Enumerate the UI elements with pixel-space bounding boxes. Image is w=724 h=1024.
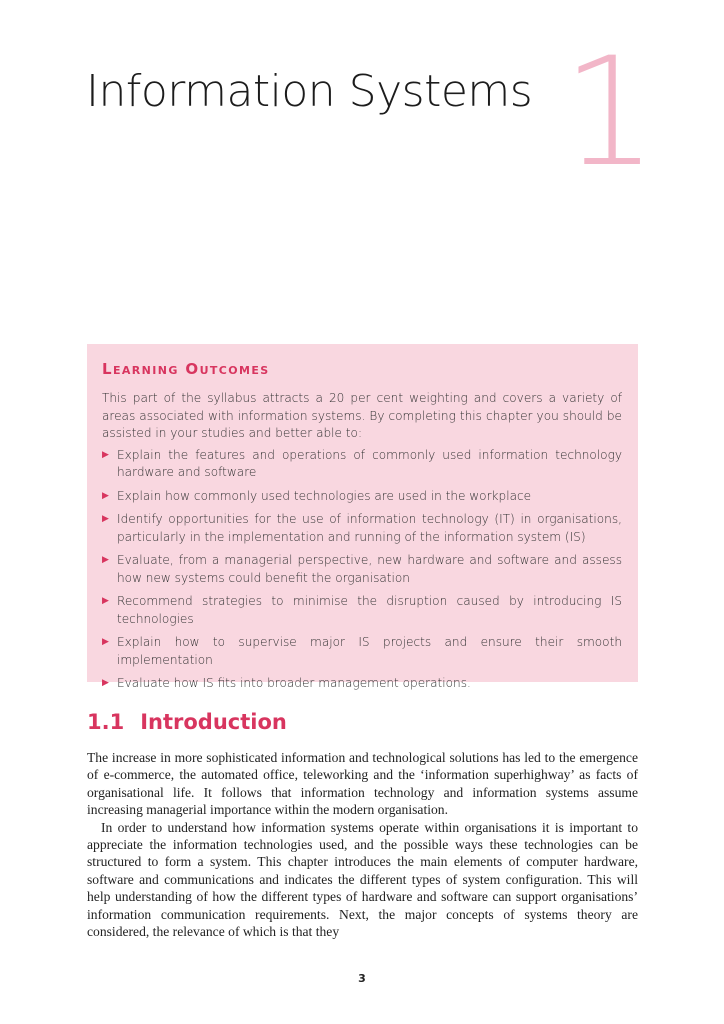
learning-outcome-text: Explain how to supervise major IS projects and ensure their smooth implementation [117,635,622,667]
learning-outcomes-intro: This part of the syllabus attracts a 20 per cent weighting and covers a variety of areas associated with information systems. By completing this chapter you should be assisted in your studies and better able to: [102,391,622,440]
triangle-bullet-icon: ▶ [102,637,109,647]
body-paragraph: The increase in more sophisticated information and technological solutions has led to the emergence of e-commerce, the automated office, teleworking and the ‘information superhighway’ as facts of organisational life. It follows that information technology and information systems assume increasing managerial importance within the modern organisation. [87,750,638,818]
chapter-title: Information Systems [86,66,533,117]
learning-outcome-text: Explain the features and operations of commonly used information technology hardware and software [117,447,622,479]
learning-outcomes-heading: Learning Outcomes [102,360,270,378]
body-text [87,749,638,940]
triangle-bullet-icon: ▶ [102,555,109,565]
page-number: 3 [358,972,366,985]
triangle-bullet-icon: ▶ [102,514,109,524]
learning-outcome-item [102,511,622,546]
learning-outcome-item [102,675,622,693]
triangle-bullet-icon: ▶ [102,449,109,460]
learning-outcome-item [102,552,622,587]
learning-outcome-text: Recommend strategies to minimise the disruption caused by introducing IS technologies [117,594,622,626]
learning-outcome-item [102,447,622,482]
triangle-bullet-icon: ▶ [102,490,109,501]
body-paragraph: In order to understand how information systems operate within organisations it is important to appreciate the information technologies used, and the possible ways these technologies can be structured to form a system. This chapter introduces the main elements of computer hardware, software and communications and indicates the different types of system configuration. This will help understanding of how the different types of hardware and software can support organisations’ information communication requirements. Next, the major concepts of systems theory are considered, the relevance of which is that they [87,819,638,940]
learning-outcome-text: Explain how commonly used technologies are used in the workplace [117,488,532,503]
section-heading [87,710,287,734]
learning-outcomes-list [102,447,622,693]
learning-outcome-item [102,593,622,628]
chapter-number: 1 [562,26,658,200]
learning-outcome-item [102,488,622,506]
section-number: 1.1 [87,710,125,734]
triangle-bullet-icon: ▶ [102,596,109,606]
learning-outcome-text: Evaluate, from a managerial perspective, new hardware and software and assess how new systems could benefit the organisation [117,553,622,585]
learning-outcome-text: Evaluate how IS fits into broader management operations. [117,676,471,690]
learning-outcome-text: Identify opportunities for the use of information technology (IT) in organisations, particularly in the implementation and running of the information system (IS) [117,512,622,544]
triangle-bullet-icon: ▶ [102,678,109,688]
learning-outcome-item [102,634,622,669]
section-title: Introduction [140,710,287,734]
learning-outcomes-box [87,344,638,690]
